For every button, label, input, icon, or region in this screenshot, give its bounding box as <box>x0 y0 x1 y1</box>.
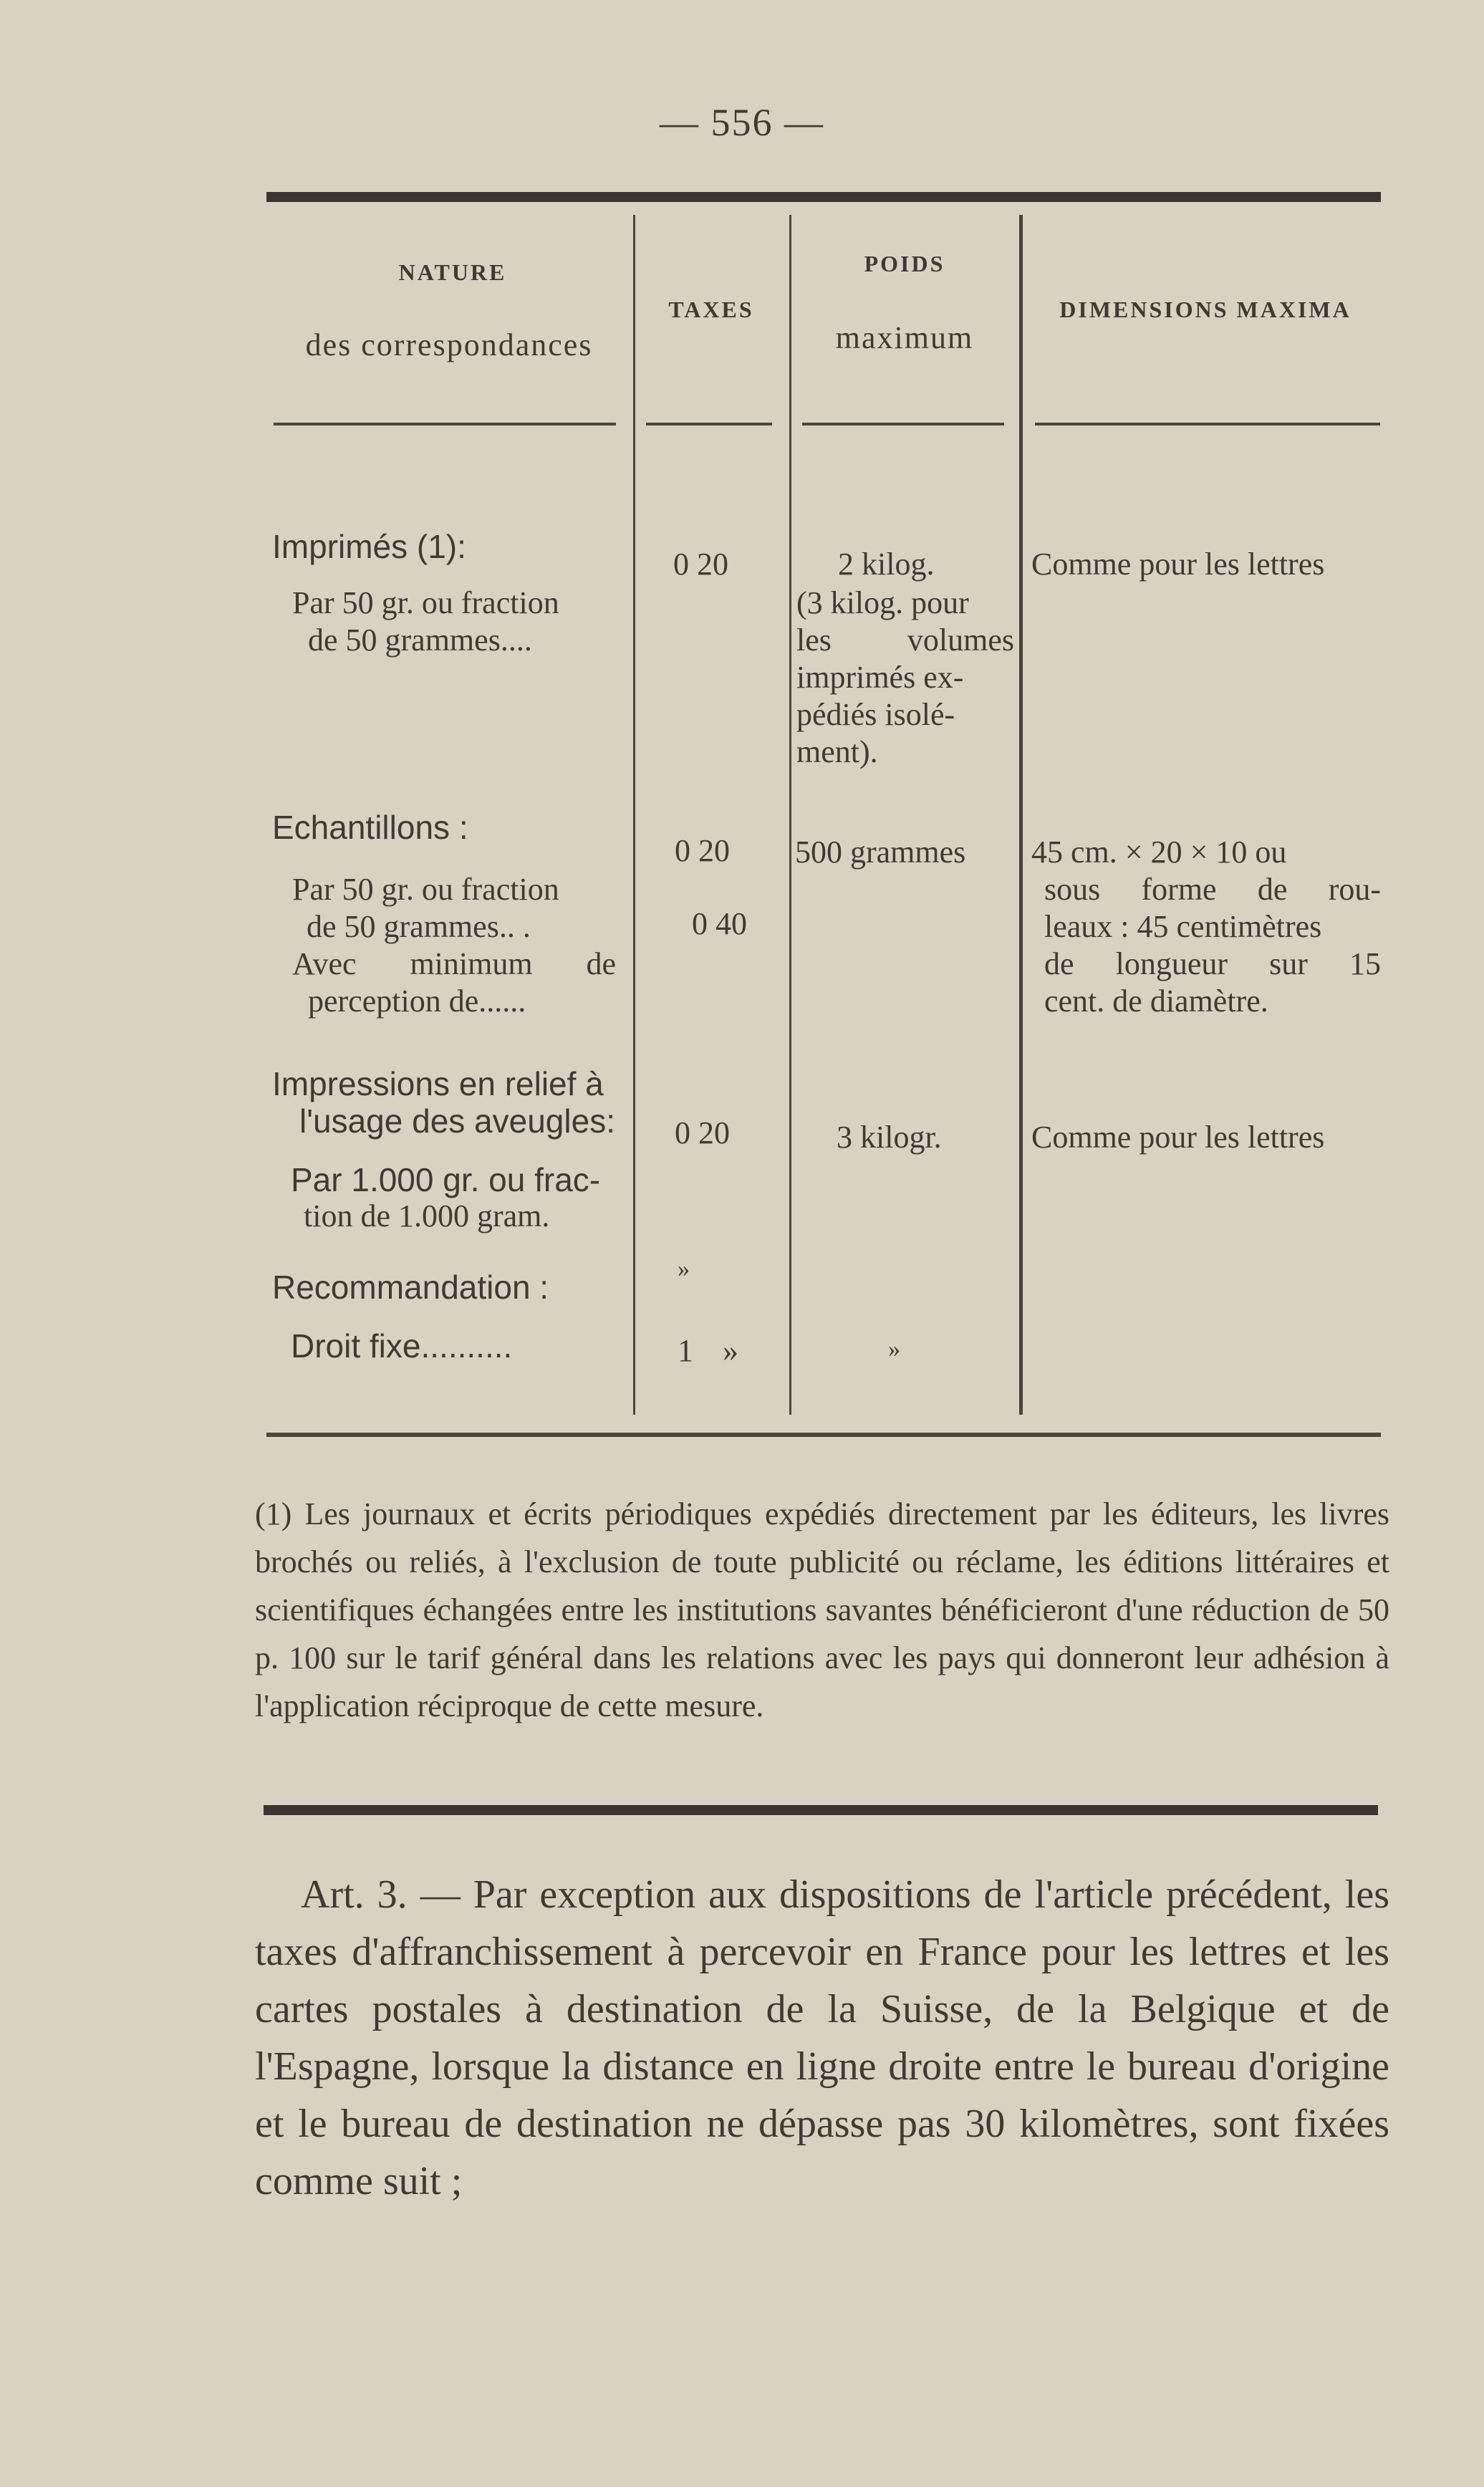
row-recommandation-title: Recommandation : <box>272 1269 549 1306</box>
row-relief-title-1: Impressions en relief à <box>272 1065 604 1102</box>
row-echantillons-poids: 500 grammes <box>795 834 966 870</box>
row-relief-taxe: 0 20 <box>675 1115 730 1150</box>
row-imprimes-title: Imprimés (1): <box>272 528 466 565</box>
header-nature-subtitle: des correspondances <box>305 327 593 362</box>
table-top-rule <box>266 192 1381 202</box>
header-underline-poids <box>802 423 1004 425</box>
column-divider-2 <box>789 215 791 1415</box>
header-underline-dimensions <box>1035 423 1380 425</box>
column-divider-3 <box>1019 215 1023 1415</box>
row-recommandation-desc: Droit fixe.......... <box>291 1327 513 1365</box>
row-echantillons-title: Echantillons : <box>272 809 468 846</box>
table-bottom-rule <box>266 1433 1381 1437</box>
row-relief-poids: 3 kilogr. <box>837 1120 942 1155</box>
row-relief-desc-1: Par 1.000 gr. ou frac- <box>291 1161 601 1198</box>
row-recommandation-taxe: 1 » <box>678 1333 738 1368</box>
header-poids: POIDS <box>864 251 945 276</box>
footnote-text: (1) Les journaux et écrits périodiques expédiés directement par les éditeurs, les livres brochés ou reliés, à l'exclusion de toute publicité ou réclame, les éditions littéraires et scientifiques échangées entre les institutions savantes bénéficieront d'une réduction de 50 p. 100 sur le tarif général dans les relations avec les pays qui donneront leur adhésion à l'application réciproque de cette mesure. <box>255 1496 1389 1723</box>
article-3 <box>255 1866 1389 2210</box>
row-imprimes-poids-1: 2 kilog. <box>838 547 935 582</box>
page-number: — 556 — <box>660 101 824 144</box>
footnote-bottom-rule <box>264 1805 1378 1815</box>
header-underline-taxes <box>646 423 772 425</box>
header-poids-subtitle: maximum <box>835 320 974 355</box>
row-relief-title-2: l'usage des aveugles: <box>299 1102 615 1140</box>
row-echantillons-dim-1: 45 cm. × 20 × 10 ou <box>1031 834 1287 870</box>
row-echantillons-desc-3: Avec minimum de <box>292 946 616 981</box>
row-echantillons-desc-2: de 50 grammes.. . <box>307 909 531 944</box>
header-dimensions: DIMENSIONS MAXIMA <box>1059 297 1352 322</box>
header-taxes: TAXES <box>668 297 754 322</box>
row-echantillons-desc-1: Par 50 gr. ou fraction <box>292 872 559 907</box>
row-imprimes-poids-4: imprimés ex- <box>796 660 964 695</box>
row-imprimes-poids-3: les volumes <box>796 622 1014 658</box>
row-recommandation-taxe-blank: » <box>678 1256 690 1282</box>
row-echantillons-desc-4: perception de...... <box>308 983 526 1019</box>
row-imprimes-poids-5: pédiés isolé- <box>796 697 955 732</box>
row-imprimes-poids-6: ment). <box>796 734 878 769</box>
row-recommandation-poids: » <box>888 1336 900 1362</box>
row-relief-desc-2: tion de 1.000 gram. <box>304 1198 550 1233</box>
header-nature: NATURE <box>398 259 507 285</box>
column-divider-1 <box>633 215 635 1415</box>
article-3-text: Art. 3. — Par exception aux dispositions de l'article précédent, les taxes d'affranchissement à percevoir en France pour les lettres et les cartes postales à destination de la Suisse, de la Belgique et de l'Espagne, lorsque la distance en ligne droite entre le bureau d'origine et le bureau de destination ne dépasse pas 30 kilomètres, sont fixées comme suit ; <box>255 1872 1389 2203</box>
row-relief-dimensions: Comme pour les lettres <box>1031 1120 1325 1155</box>
header-underline-nature <box>274 423 616 425</box>
row-echantillons-taxe-2: 0 40 <box>692 906 747 941</box>
row-imprimes-poids-2: (3 kilog. pour <box>796 585 969 620</box>
row-echantillons-dim-3: leaux : 45 centimètres <box>1044 909 1322 944</box>
row-echantillons-dim-2: sous forme de rou- <box>1044 872 1381 907</box>
row-imprimes-dimensions: Comme pour les lettres <box>1031 547 1325 582</box>
row-imprimes-taxe: 0 20 <box>673 547 728 582</box>
footnote <box>255 1490 1389 1730</box>
row-echantillons-dim-5: cent. de diamètre. <box>1044 983 1268 1019</box>
row-echantillons-dim-4: de longueur sur 15 <box>1044 946 1381 981</box>
row-imprimes-desc-1: Par 50 gr. ou fraction <box>292 585 559 620</box>
row-imprimes-desc-2: de 50 grammes.... <box>308 622 532 658</box>
row-echantillons-taxe-1: 0 20 <box>675 833 730 868</box>
